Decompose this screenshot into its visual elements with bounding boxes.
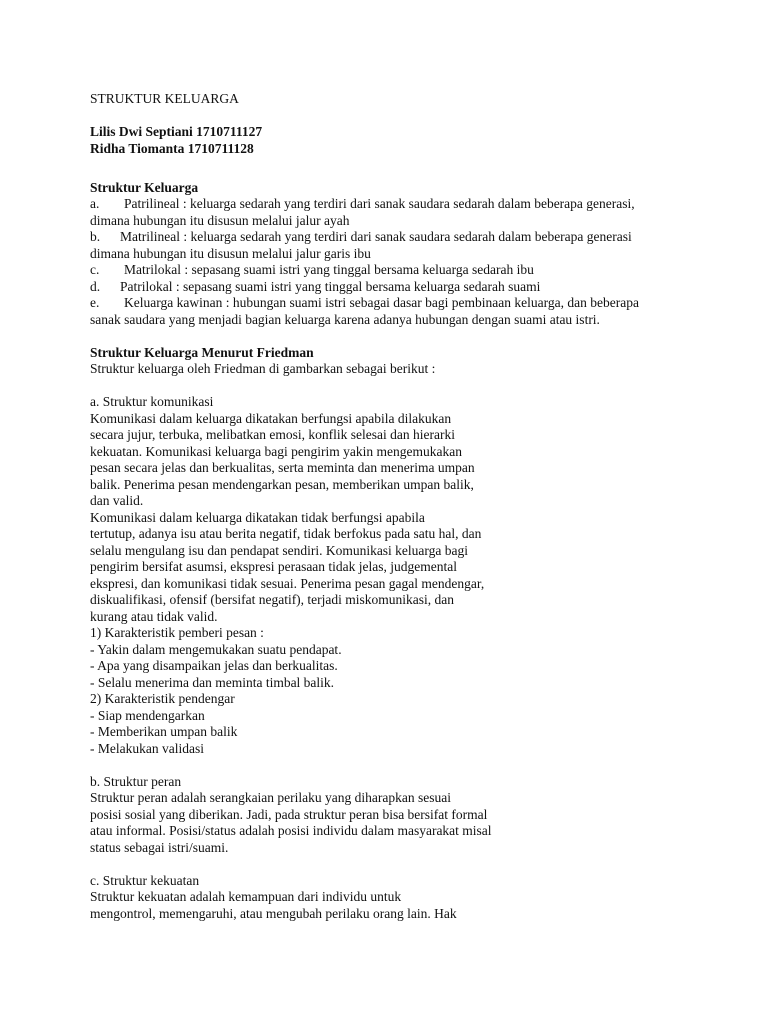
paragraph-line: Struktur peran adalah serangkaian perilaku yang diharapkan sesuai	[90, 790, 451, 805]
paragraph-line: status sebagai istri/suami.	[90, 839, 229, 855]
paragraph-line: secara jujur, terbuka, melibatkan emosi, konflik selesai dan hierarki	[90, 427, 455, 442]
list-marker: c.	[90, 262, 100, 277]
section-intro: Struktur keluarga oleh Friedman di gambarkan sebagai berikut :	[90, 361, 436, 376]
paragraph-line: kurang atau tidak valid.	[90, 608, 218, 624]
document-body	[90, 91, 730, 922]
paragraph-line: 1) Karakteristik pemberi pesan :	[90, 625, 264, 640]
author-line: Ridha Tiomanta 1710711128	[90, 140, 254, 156]
list-item	[90, 295, 730, 312]
list-item	[90, 279, 730, 296]
paragraph-line: mengontrol, memengaruhi, atau mengubah perilaku orang lain. Hak	[90, 905, 457, 921]
subsection-title: c. Struktur kekuatan	[90, 872, 200, 888]
paragraph-line: 2) Karakteristik pendengar	[90, 691, 235, 706]
section-heading: Struktur Keluarga Menurut Friedman	[90, 344, 314, 360]
list-item	[90, 196, 730, 213]
list-item-continuation: sanak saudara yang menjadi bagian keluarga karena adanya hubungan dengan suami atau istri.	[90, 311, 600, 327]
list-item-text: Matrilokal : sepasang suami istri yang tinggal bersama keluarga sedarah ibu	[124, 262, 534, 277]
list-item-text: Patrilineal : keluarga sedarah yang terdiri dari sanak saudara sedarah dalam beberapa generasi,	[124, 196, 635, 211]
paragraph-line: Struktur kekuatan adalah kemampuan dari individu untuk	[90, 889, 402, 904]
paragraph-line: posisi sosial yang diberikan. Jadi, pada struktur peran bisa bersifat formal	[90, 806, 488, 822]
paragraph-line: kekuatan. Komunikasi keluarga bagi pengirim yakin mengemukakan	[90, 443, 463, 459]
subsection-title: a. Struktur komunikasi	[90, 394, 214, 409]
list-item-text: Keluarga kawinan : hubungan suami istri sebagai dasar bagi pembinaan keluarga, dan beberapa	[124, 295, 639, 310]
subsection-body	[90, 889, 730, 922]
paragraph-line: - Selalu menerima dan meminta timbal balik.	[90, 674, 335, 690]
paragraph-line: dan valid.	[90, 493, 144, 508]
subsection-title: b. Struktur peran	[90, 773, 182, 789]
subsection-body	[90, 411, 730, 758]
paragraph-line: - Yakin dalam mengemukakan suatu pendapat.	[90, 641, 342, 657]
list-item-continuation: dimana hubungan itu disusun melalui jalur ayah	[90, 212, 350, 228]
paragraph-line: atau informal. Posisi/status adalah posisi individu dalam masyarakat misal	[90, 823, 492, 838]
list-item-text: Patrilokal : sepasang suami istri yang tinggal bersama keluarga sedarah suami	[120, 278, 541, 294]
document-title: STRUKTUR KELUARGA	[90, 91, 239, 106]
paragraph-line: - Siap mendengarkan	[90, 707, 205, 723]
paragraph-line: tertutup, adanya isu atau berita negatif, tidak berfokus pada satu hal, dan	[90, 526, 482, 541]
list-marker: a.	[90, 196, 100, 211]
paragraph-line: - Apa yang disampaikan jelas dan berkualitas.	[90, 658, 338, 673]
paragraph-line: selalu mengulang isu dan pendapat sendiri. Komunikasi keluarga bagi	[90, 542, 469, 558]
paragraph-line: diskualifikasi, ofensif (bersifat negatif), terjadi miskomunikasi, dan	[90, 592, 455, 607]
paragraph-line: - Memberikan umpan balik	[90, 724, 238, 739]
list-item	[90, 262, 730, 279]
section-heading: Struktur Keluarga	[90, 179, 199, 195]
list-marker: e.	[90, 295, 100, 310]
list-marker: b.	[90, 229, 101, 244]
paragraph-line: pengirim bersifat asumsi, ekspresi perasaan tidak jelas, judgemental	[90, 559, 458, 574]
paragraph-line: ekspresi, dan komunikasi tidak sesuai. Penerima pesan gagal mendengar,	[90, 575, 485, 591]
paragraph-line: balik. Penerima pesan mendengarkan pesan, memberikan umpan balik,	[90, 476, 474, 492]
list-marker: d.	[90, 278, 101, 294]
list-item	[90, 229, 730, 246]
list-item-text: Matrilineal : keluarga sedarah yang terdiri dari sanak saudara sedarah dalam beberapa generasi	[120, 229, 632, 244]
author-line: Lilis Dwi Septiani 1710711127	[90, 124, 263, 139]
subsection-body	[90, 790, 730, 856]
paragraph-line: pesan secara jelas dan berkualitas, serta meminta dan menerima umpan	[90, 460, 475, 475]
paragraph-line: - Melakukan validasi	[90, 740, 204, 756]
list-item-continuation: dimana hubungan itu disusun melalui jalur garis ibu	[90, 245, 371, 261]
paragraph-line: Komunikasi dalam keluarga dikatakan tidak berfungsi apabila	[90, 509, 425, 525]
paragraph-line: Komunikasi dalam keluarga dikatakan berfungsi apabila dilakukan	[90, 410, 452, 426]
